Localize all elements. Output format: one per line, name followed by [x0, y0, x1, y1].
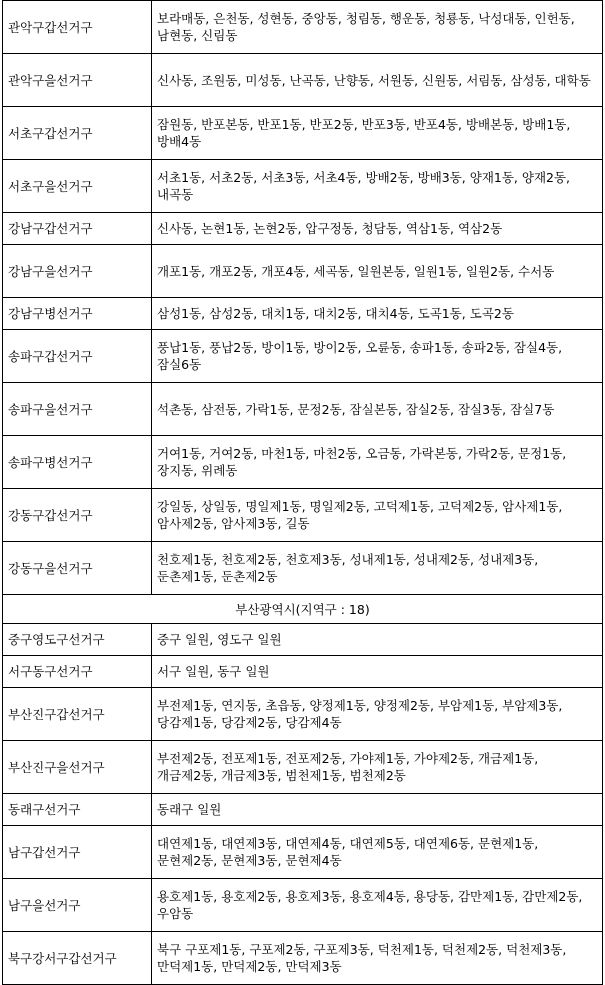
district-name: 강동구을선거구 [3, 542, 152, 595]
district-name: 송파구갑선거구 [3, 330, 152, 383]
district-name: 송파구을선거구 [3, 383, 152, 436]
district-areas: 풍납1동, 풍납2동, 방이1동, 방이2동, 오륜동, 송파1동, 송파2동, 잠실4동, 잠실6동 [152, 330, 603, 383]
table-row [3, 489, 603, 542]
district-name: 북구강서구갑선거구 [3, 932, 152, 985]
district-name: 동래구선거구 [3, 794, 152, 826]
district-areas: 잠원동, 반포본동, 반포1동, 반포2동, 반포3동, 반포4동, 방배본동, 방배1동, 방배4동 [152, 107, 603, 160]
district-areas: 신사동, 조원동, 미성동, 난곡동, 난향동, 서원동, 신원동, 서림동, 삼성동, 대학동 [152, 54, 603, 107]
district-areas: 보라매동, 은천동, 성현동, 중앙동, 청림동, 행운동, 청룡동, 낙성대동, 인헌동, 남현동, 신림동 [152, 1, 603, 54]
table-row [3, 741, 603, 794]
district-areas: 용호제1동, 용호제2동, 용호제3동, 용호제4동, 용당동, 감만제1동, 감만제2동, 우암동 [152, 879, 603, 932]
table-row [3, 298, 603, 330]
district-areas: 부전제1동, 연지동, 초읍동, 양정제1동, 양정제2동, 부암제1동, 부암제3동, 당감제1동, 당감제2동, 당감제4동 [152, 688, 603, 741]
district-areas: 신사동, 논현1동, 논현2동, 압구정동, 청담동, 역삼1동, 역삼2동 [152, 213, 603, 245]
district-areas: 거여1동, 거여2동, 마천1동, 마천2동, 오금동, 가락본동, 가락2동, 문정1동, 장지동, 위례동 [152, 436, 603, 489]
table-row [3, 54, 603, 107]
district-name: 부산진구을선거구 [3, 741, 152, 794]
table-row [3, 383, 603, 436]
district-areas: 서초1동, 서초2동, 서초3동, 서초4동, 방배2동, 방배3동, 양재1동, 양재2동, 내곡동 [152, 160, 603, 213]
district-areas: 강일동, 상일동, 명일제1동, 명일제2동, 고덕제1동, 고덕제2동, 암사제1동, 암사제2동, 암사제3동, 길동 [152, 489, 603, 542]
district-name: 강남구을선거구 [3, 245, 152, 298]
table-row [3, 330, 603, 383]
table-row [3, 879, 603, 932]
district-areas: 석촌동, 삼전동, 가락1동, 문정2동, 잠실본동, 잠실2동, 잠실3동, 잠실7동 [152, 383, 603, 436]
district-name: 서초구을선거구 [3, 160, 152, 213]
table-row [3, 542, 603, 595]
district-name: 관악구갑선거구 [3, 1, 152, 54]
table-row [3, 213, 603, 245]
district-name: 서초구갑선거구 [3, 107, 152, 160]
table-row [3, 160, 603, 213]
district-areas: 북구 구포제1동, 구포제2동, 구포제3동, 덕천제1동, 덕천제2동, 덕천제3동, 만덕제1동, 만덕제2동, 만덕제3동 [152, 932, 603, 985]
district-name: 남구을선거구 [3, 879, 152, 932]
district-name: 중구영도구선거구 [3, 624, 152, 656]
district-table [2, 0, 603, 985]
table-row [3, 436, 603, 489]
district-name: 강남구병선거구 [3, 298, 152, 330]
district-name: 강동구갑선거구 [3, 489, 152, 542]
district-name: 강남구갑선거구 [3, 213, 152, 245]
table-row [3, 656, 603, 688]
district-areas: 서구 일원, 동구 일원 [152, 656, 603, 688]
district-areas: 부전제2동, 전포제1동, 전포제2동, 가야제1동, 가야제2동, 개금제1동, 개금제2동, 개금제3동, 범천제1동, 범천제2동 [152, 741, 603, 794]
section-title: 부산광역시(지역구 : 18) [3, 595, 603, 624]
district-areas: 개포1동, 개포2동, 개포4동, 세곡동, 일원본동, 일원1동, 일원2동, 수서동 [152, 245, 603, 298]
table-row [3, 1, 603, 54]
table-row [3, 624, 603, 656]
district-areas: 삼성1동, 삼성2동, 대치1동, 대치2동, 대치4동, 도곡1동, 도곡2동 [152, 298, 603, 330]
district-areas: 대연제1동, 대연제3동, 대연제4동, 대연제5동, 대연제6동, 문현제1동, 문현제2동, 문현제3동, 문현제4동 [152, 826, 603, 879]
table-row [3, 245, 603, 298]
district-areas: 천호제1동, 천호제2동, 천호제3동, 성내제1동, 성내제2동, 성내제3동, 둔촌제1동, 둔촌제2동 [152, 542, 603, 595]
table-row [3, 688, 603, 741]
district-name: 남구갑선거구 [3, 826, 152, 879]
table-row [3, 794, 603, 826]
district-areas: 동래구 일원 [152, 794, 603, 826]
section-header-row [3, 595, 603, 624]
district-name: 부산진구갑선거구 [3, 688, 152, 741]
table-row [3, 107, 603, 160]
district-name: 서구동구선거구 [3, 656, 152, 688]
district-name: 관악구을선거구 [3, 54, 152, 107]
table-row [3, 826, 603, 879]
district-areas: 중구 일원, 영도구 일원 [152, 624, 603, 656]
district-name: 송파구병선거구 [3, 436, 152, 489]
